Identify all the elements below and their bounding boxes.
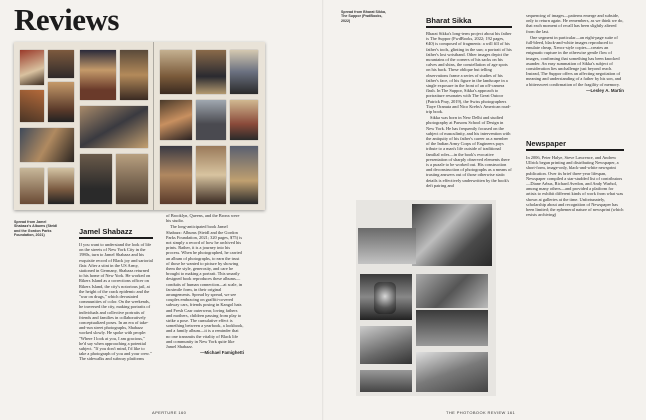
heading-rule <box>426 26 512 28</box>
image-caption: Spread from Jamel Shabazz's Albums (Steidl and the Gordon Parks Foundation, 2021) <box>14 220 58 238</box>
page-title: Reviews <box>14 2 119 37</box>
page-folio: APERTURE 160 <box>152 410 187 415</box>
page-folio: THE PHOTOBOOK REVIEW 161 <box>446 410 516 415</box>
article-column-2 <box>166 213 244 355</box>
article-column-1 <box>79 242 153 363</box>
paragraph: One segment in particular—an eight-page suite of full-bleed, black-and-white images reproduced to emulate cheap, Xerox-style copies—creates an enigmatic rupture in the otherwise gentle flow of images, confirming that something has been knocked asunder. An easy summation of Sikka's subject of consideration lies unchallenge just beyond reach. Instead, The Suppor offers an affecting negotiation of meaning and understanding of a father by his son, and a bittersweet confirmation of the fragility of memory. <box>526 34 622 87</box>
book-page-photo <box>356 200 496 396</box>
author-signature: —Lesley A. Martin <box>586 87 624 93</box>
section-heading-newspaper: Newspaper <box>526 139 567 148</box>
paragraph: Sikka was born in New Delhi and studied photography at Parsons School of Design in New York. He has frequently focused on the subject of masculinity, and his intervention with the antiquity of his father's career as a member of the Indian Army Corps of Engineers pays tribute to a man's life outside of traditional familial roles—in the book's evocative presentation of sharply observed elements there is a puzzle to be worked out. His construction and deconstruction of photographs as a means of trusting answers out of those otherwise static details is effectively underwritten by the book's deft pairing and <box>426 115 512 188</box>
paragraph: If you want to understand the look of life on the streets of New York City in the 1980s, turn to Jamel Shabazz and his exquisite record of Black joy and sartorial flair. After a stint in the US Army, stationed in Germany, Shabazz returned to his home of New York. He worked on Rikers Island as a corrections officer on Rikers Island, the city's notorious jail, at the height of the crack epidemic and the "war on drugs," which devastated communities of color. On the weekends, he traversed the city, making portraits of individuals and collective portraits of friends and families in collaboratively conceptualized poses. In an era of take-and-run street photographs, Shabazz worked slowly. He spoke with people: "Where I look at you, I am gracious," he'd say when approaching a potential subject. "If you don't mind, I'd like to take a photograph of you and your crew." The sidewalks and subway platforms <box>79 242 153 362</box>
paragraph: of Brooklyn, Queens, and the Bronx were his studio. <box>166 213 240 224</box>
newspaper-column <box>526 155 624 218</box>
section-heading-jamel-shabazz: Jamel Shabazz <box>79 227 133 236</box>
heading-rule <box>79 237 153 239</box>
section-heading-bharat-sikka: Bharat Sikka <box>426 16 472 25</box>
article-column-1 <box>426 31 512 189</box>
paragraph: sequencing of images—patterns emerge and subside, only to return again. He remembers, as we think we do, that each moment of recall has been slightly altered from the last. <box>526 13 624 34</box>
image-caption: Spread from Bharat Sikka, The Suppor (FwdBooks, 2022) <box>341 10 386 23</box>
heading-rule <box>526 149 624 151</box>
page-gutter <box>322 0 324 420</box>
paragraph: The long-anticipated book Jamel Shabazz: Albums (Steidl and the Gordon Parks Foundation, 2021; 320 pages, $75) is not simply a record of how he archived his prints. Rather, it is a journey into his process. When he photographed, he carried an album of photographs, to earn the trust of those he wanted to picture by showing them the style, generosity, and care he brought to making a portrait. This smartly designed book reproduces these albums—conduits of human connection—at scale, in facsimile form, in their original arrangements. Spread by spread, we see couples embracing on graffiti-covered subway cars, friends posing in Kangol hats and Fresh Czar outerwear, loving fathers and mothers, children passing from play to strike a pose. The cumulative effect is something between a yearbook, a lookbook, and a family album—it is a reminder that no one transmits the vitality of Black life and community in New York quite like Jamel Shabazz. <box>166 224 244 350</box>
article-column-2 <box>526 13 624 93</box>
book-spread-image <box>14 42 265 210</box>
paragraph: In 2006, Peter Halye, Steve Lawrence, and Andrew Ullrick began printing and distributing Newspaper, a short-form, image-only, black-and-white newsprint publication. Over its brief three-year lifespan, Newspaper compiled a star-studded list of contributors—Diane Arbus, Richard Avedon, and Andy Warhol, among many others—and provided a platform for artists to exhibit different kinds of work from what was shown at galleries at the time. Unfortunately, scholarship about and recognition of Newspaper has been limited; the ephemeral nature of newsprint (which resists archiving) <box>526 155 624 218</box>
paragraph: Bharat Sikka's long-term project about his father is The Suppor (FwdBooks, 2022; 192 pages, €40) is composed of fragments: a will fill of his father's tools, glinting in the sun; a portrait of his father's lost wristband. Other images depict the mountains of the corners of his sacks on his calves and shins, the constellation of age spots on his back. These oblique but telling observations frame a series of studies of his father's face, of his figure in the landscape in a single exposure in the front of an off-camera flash. In The Suppor, Sikka's approach to portraiture resonates with The Great Outoor (Patrick Pray, 2019), the Swiss photographers Tiaye Oranuta and Nico Krebs's American road-trip book. <box>426 31 512 115</box>
author-signature: —Michael Famighetti <box>200 350 244 356</box>
